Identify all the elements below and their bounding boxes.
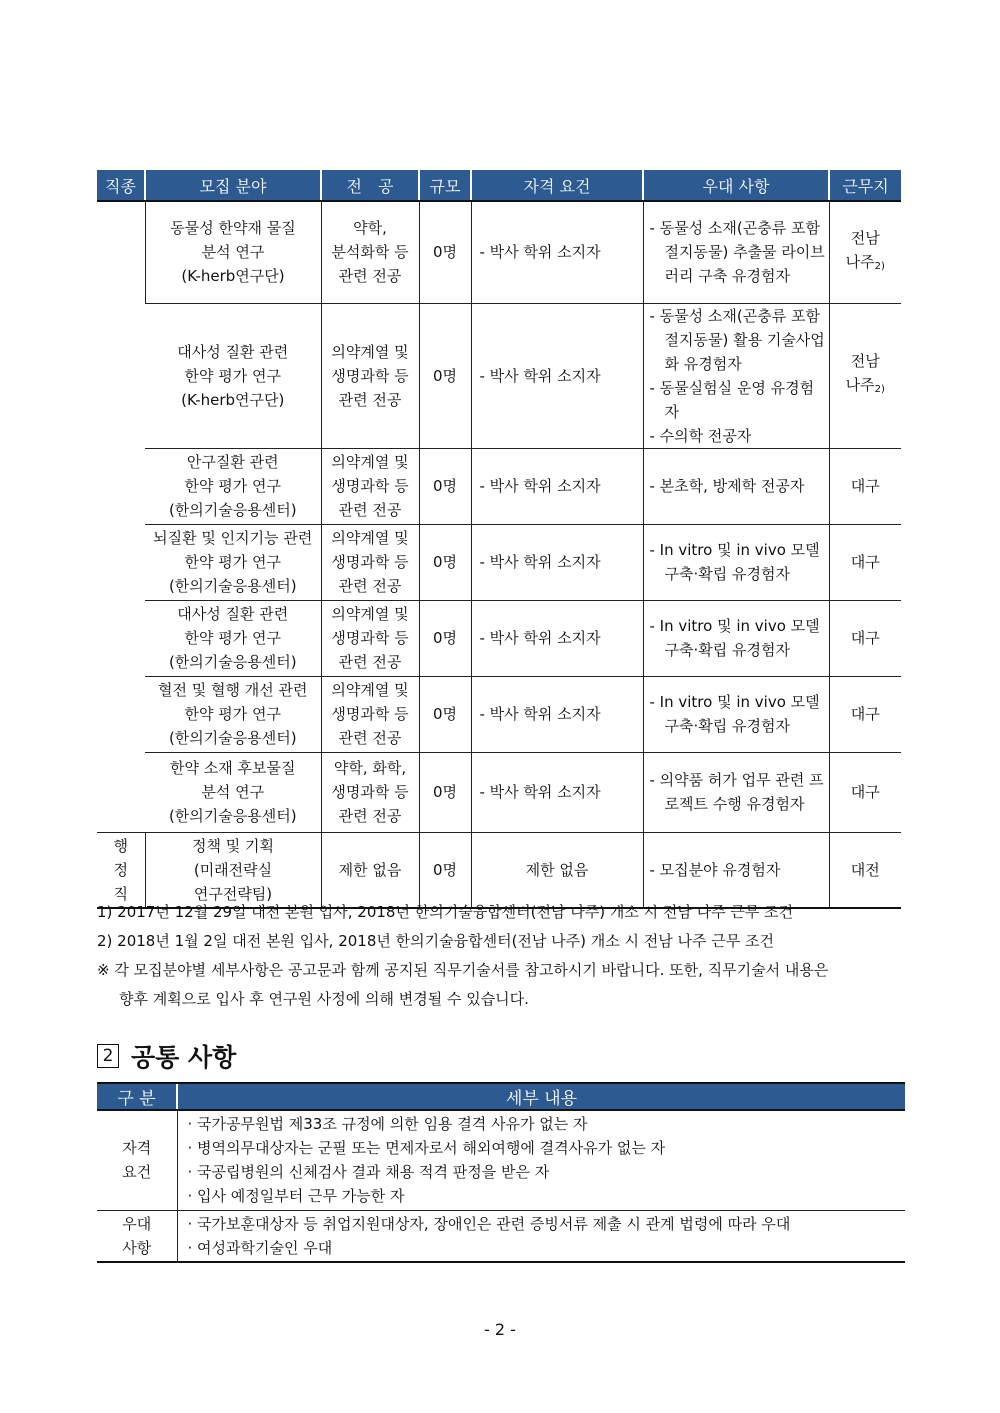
table-header-row xyxy=(97,170,901,201)
header-preference: 우대 사항 xyxy=(643,170,829,201)
table-row xyxy=(97,303,901,448)
field-cell: 대사성 질환 관련 한약 평가 연구 (한의기술응용센터) xyxy=(145,600,321,676)
count-cell: 0명 xyxy=(419,524,471,600)
job-type-cell: 행 정 직 xyxy=(97,832,145,908)
field-cell: 안구질환 관련 한약 평가 연구 (한의기술응용센터) xyxy=(145,448,321,524)
location-cell: 대구 xyxy=(829,752,901,832)
major-cell: 의약계열 및 생명과학 등 관련 전공 xyxy=(321,676,419,752)
recruitment-table xyxy=(97,170,901,909)
job-type-cell xyxy=(97,201,145,832)
requirement-cell: - 박사 학위 소지자 xyxy=(471,600,643,676)
preference-cell: - 모집분야 유경험자 xyxy=(643,832,829,908)
field-cell: 뇌질환 및 인지기능 관련 한약 평가 연구 (한의기술응용센터) xyxy=(145,524,321,600)
footnotes xyxy=(97,898,907,1014)
requirement-cell: - 박사 학위 소지자 xyxy=(471,201,643,303)
count-cell: 0명 xyxy=(419,448,471,524)
table-row xyxy=(97,676,901,752)
category-cell: 자격 요건 xyxy=(97,1110,177,1210)
footnote-mark: 2) xyxy=(874,260,885,272)
requirement-cell: - 박사 학위 소지자 xyxy=(471,303,643,448)
location-cell: 전남 나주$_{2)}$ xyxy=(829,303,901,448)
preference-cell: - 본초학, 방제학 전공자 xyxy=(643,448,829,524)
major-cell: 의약계열 및 생명과학 등 관련 전공 xyxy=(321,303,419,448)
count-cell: 0명 xyxy=(419,752,471,832)
details-cell: · 국가공무원법 제33조 규정에 의한 임용 결격 사유가 없는 자 · 병역의무대상자는 군필 또는 면제자로서 해외여행에 결격사유가 없는 자 · 국공립병원의 신체검사 결과 채용 적격 판정을 받은 자 · 입사 예정일부터 근무 가능한 자 xyxy=(177,1110,905,1210)
field-cell: 정책 및 기획 (미래전략실 연구전략팀) xyxy=(145,832,321,908)
field-cell: 대사성 질환 관련 한약 평가 연구 (K-herb연구단) xyxy=(145,303,321,448)
count-cell: 0명 xyxy=(419,676,471,752)
requirement-cell: - 박사 학위 소지자 xyxy=(471,676,643,752)
major-cell: 제한 없음 xyxy=(321,832,419,908)
location-cell: 대구 xyxy=(829,676,901,752)
count-cell: 0명 xyxy=(419,600,471,676)
table-row xyxy=(97,600,901,676)
section-heading xyxy=(97,1038,236,1074)
common-items-table xyxy=(97,1082,905,1263)
major-cell: 약학, 화학, 생명과학 등 관련 전공 xyxy=(321,752,419,832)
section-number-box: 2 xyxy=(97,1044,119,1068)
preference-cell: - In vitro 및 in vivo 모델 구축·확립 유경험자 xyxy=(643,600,829,676)
notice-line-cont: 향후 계획으로 입사 후 연구원 사정에 의해 변경될 수 있습니다. xyxy=(119,990,529,1008)
table-row xyxy=(97,1210,905,1262)
table-row xyxy=(97,448,901,524)
header-category: 구 분 xyxy=(97,1083,177,1110)
field-cell: 한약 소재 후보물질 분석 연구 (한의기술응용센터) xyxy=(145,752,321,832)
notice-line: ※ 각 모집분야별 세부사항은 공고문과 함께 공지된 직무기술서를 참고하시기 바랍니다. 또한, 직무기술서 내용은 xyxy=(97,961,829,979)
major-cell: 약학, 분석화학 등 관련 전공 xyxy=(321,201,419,303)
location-cell: 대구 xyxy=(829,524,901,600)
category-cell: 우대 사항 xyxy=(97,1210,177,1262)
field-cell: 동물성 한약재 물질 분석 연구 (K-herb연구단) xyxy=(145,201,321,303)
preference-cell: - In vitro 및 in vivo 모델 구축·확립 유경험자 xyxy=(643,676,829,752)
major-cell: 의약계열 및 생명과학 등 관련 전공 xyxy=(321,600,419,676)
footnote-1: 1) 2017년 12월 29일 대전 본원 입사, 2018년 한의기술융합센터(전남 나주) 개소 시 전남 나주 근무 조건 xyxy=(97,903,794,921)
count-cell: 0명 xyxy=(419,832,471,908)
preference-cell: - 동물성 소재(곤충류 포함 절지동물) 활용 기술사업화 유경험자 - 동물실험실 운영 유경험자 - 수의학 전공자 xyxy=(643,303,829,448)
section-title: 공통 사항 xyxy=(131,1043,237,1072)
header-job-type: 직종 xyxy=(97,170,145,201)
table-header-row xyxy=(97,1083,905,1110)
requirement-cell: 제한 없음 xyxy=(471,832,643,908)
location-cell: 대구 xyxy=(829,448,901,524)
table-row xyxy=(97,524,901,600)
count-cell: 0명 xyxy=(419,201,471,303)
footnote-mark: 2) xyxy=(874,384,885,395)
footnote-2: 2) 2018년 1월 2일 대전 본원 입사, 2018년 한의기술융합센터(전남 나주) 개소 시 전남 나주 근무 조건 xyxy=(97,932,774,950)
header-location: 근무지 xyxy=(829,170,901,201)
major-cell: 의약계열 및 생명과학 등 관련 전공 xyxy=(321,524,419,600)
requirement-cell: - 박사 학위 소지자 xyxy=(471,524,643,600)
preference-cell: - 의약품 허가 업무 관련 프로젝트 수행 유경험자 xyxy=(643,752,829,832)
header-major: 전 공 xyxy=(321,170,419,201)
header-count: 규모 xyxy=(419,170,471,201)
table-row xyxy=(97,1110,905,1210)
preference-cell: - 동물성 소재(곤충류 포함 절지동물) 추출물 라이브러리 구축 유경험자 xyxy=(643,201,829,303)
details-cell: · 국가보훈대상자 등 취업지원대상자, 장애인은 관련 증빙서류 제출 시 관계 법령에 따라 우대 · 여성과학기술인 우대 xyxy=(177,1210,905,1262)
location-cell: 전남 나주$_{2)}$ xyxy=(829,201,901,303)
field-cell: 혈전 및 혈행 개선 관련 한약 평가 연구 (한의기술응용센터) xyxy=(145,676,321,752)
major-cell: 의약계열 및 생명과학 등 관련 전공 xyxy=(321,448,419,524)
preference-cell: - In vitro 및 in vivo 모델 구축·확립 유경험자 xyxy=(643,524,829,600)
table-row-admin xyxy=(97,832,901,908)
count-cell: 0명 xyxy=(419,303,471,448)
header-details: 세부 내용 xyxy=(177,1083,905,1110)
header-requirement: 자격 요건 xyxy=(471,170,643,201)
location-cell: 대전 xyxy=(829,832,901,908)
requirement-cell: - 박사 학위 소지자 xyxy=(471,448,643,524)
table-row xyxy=(97,752,901,832)
requirement-cell: - 박사 학위 소지자 xyxy=(471,752,643,832)
table-row xyxy=(97,201,901,303)
page-number: - 2 - xyxy=(484,1320,516,1339)
location-cell: 대구 xyxy=(829,600,901,676)
header-field: 모집 분야 xyxy=(145,170,321,201)
